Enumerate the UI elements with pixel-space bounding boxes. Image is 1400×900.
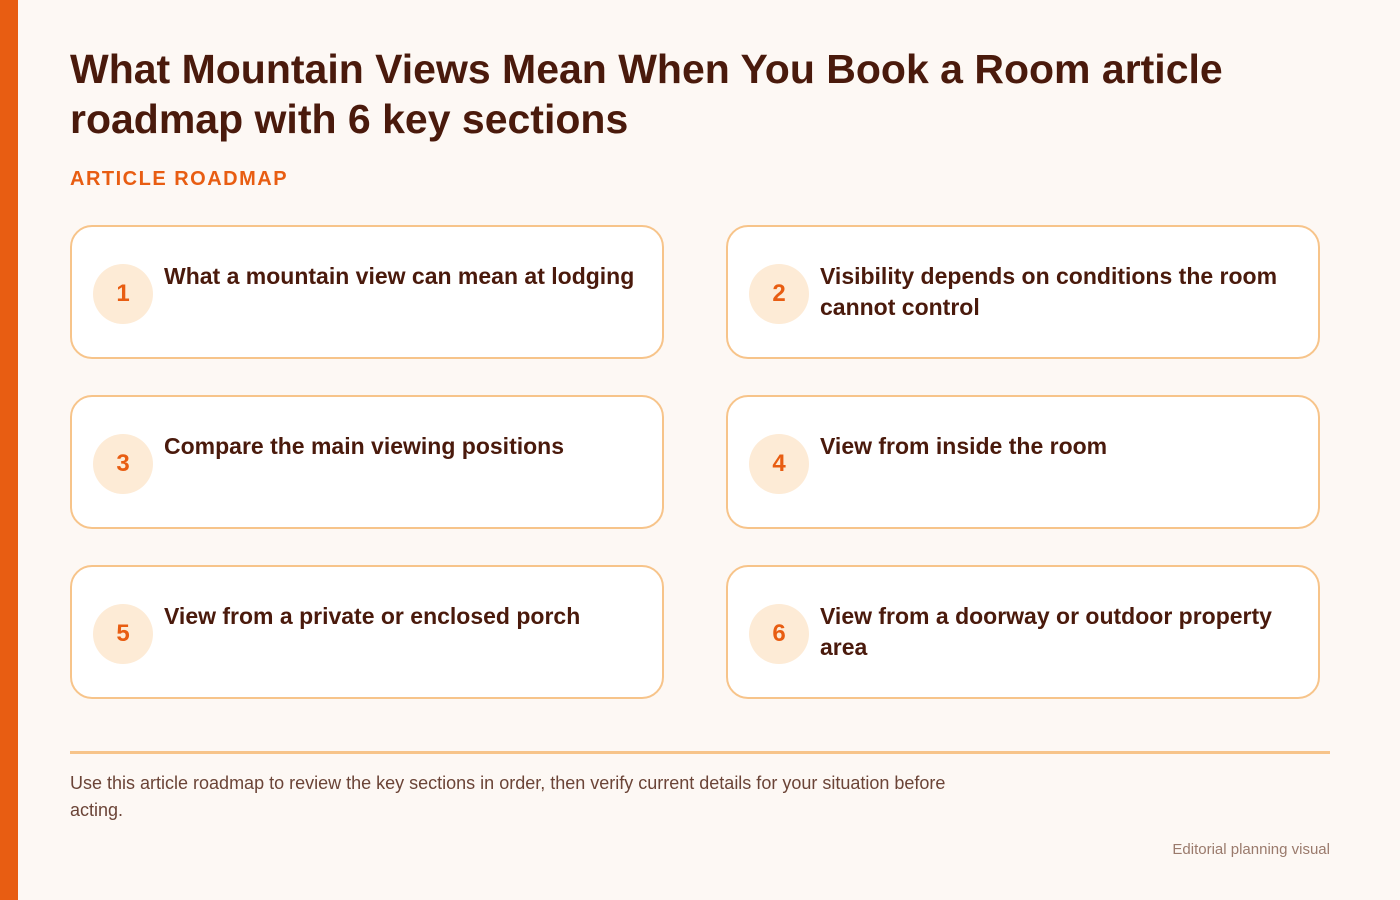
roadmap-card-3: [70, 395, 664, 529]
section-title: View from a private or enclosed porch: [164, 603, 581, 629]
section-title: View from a doorway or outdoor property area: [820, 603, 1272, 660]
section-number-badge: 5: [93, 604, 153, 664]
roadmap-card-4: [726, 395, 1320, 529]
section-number-badge: 6: [749, 604, 809, 664]
section-title: What a mountain view can mean at lodging: [164, 263, 635, 289]
credit-line: Editorial planning visual: [1172, 841, 1330, 858]
roadmap-card-6: [726, 565, 1320, 699]
section-number-badge: 4: [749, 434, 809, 494]
accent-bar: [0, 0, 18, 900]
page-title: What Mountain Views Mean When You Book a Room article roadmap with 6 key sections: [70, 46, 1223, 142]
section-number-badge: 3: [93, 434, 153, 494]
roadmap-card-5: [70, 565, 664, 699]
section-title: View from inside the room: [820, 433, 1108, 459]
section-title: Compare the main viewing positions: [164, 433, 565, 459]
section-title: Visibility depends on conditions the room cannot control: [820, 263, 1278, 320]
roadmap-card-2: [726, 225, 1320, 359]
footer-note: Use this article roadmap to review the key sections in order, then verify current details for your situation before acting.: [70, 773, 946, 820]
section-number-badge: 1: [93, 264, 153, 324]
roadmap-card-1: [70, 225, 664, 359]
roadmap-grid: [70, 225, 1320, 699]
section-label: ARTICLE ROADMAP: [70, 168, 289, 190]
section-number-badge: 2: [749, 264, 809, 324]
footer-divider: [70, 751, 1330, 754]
